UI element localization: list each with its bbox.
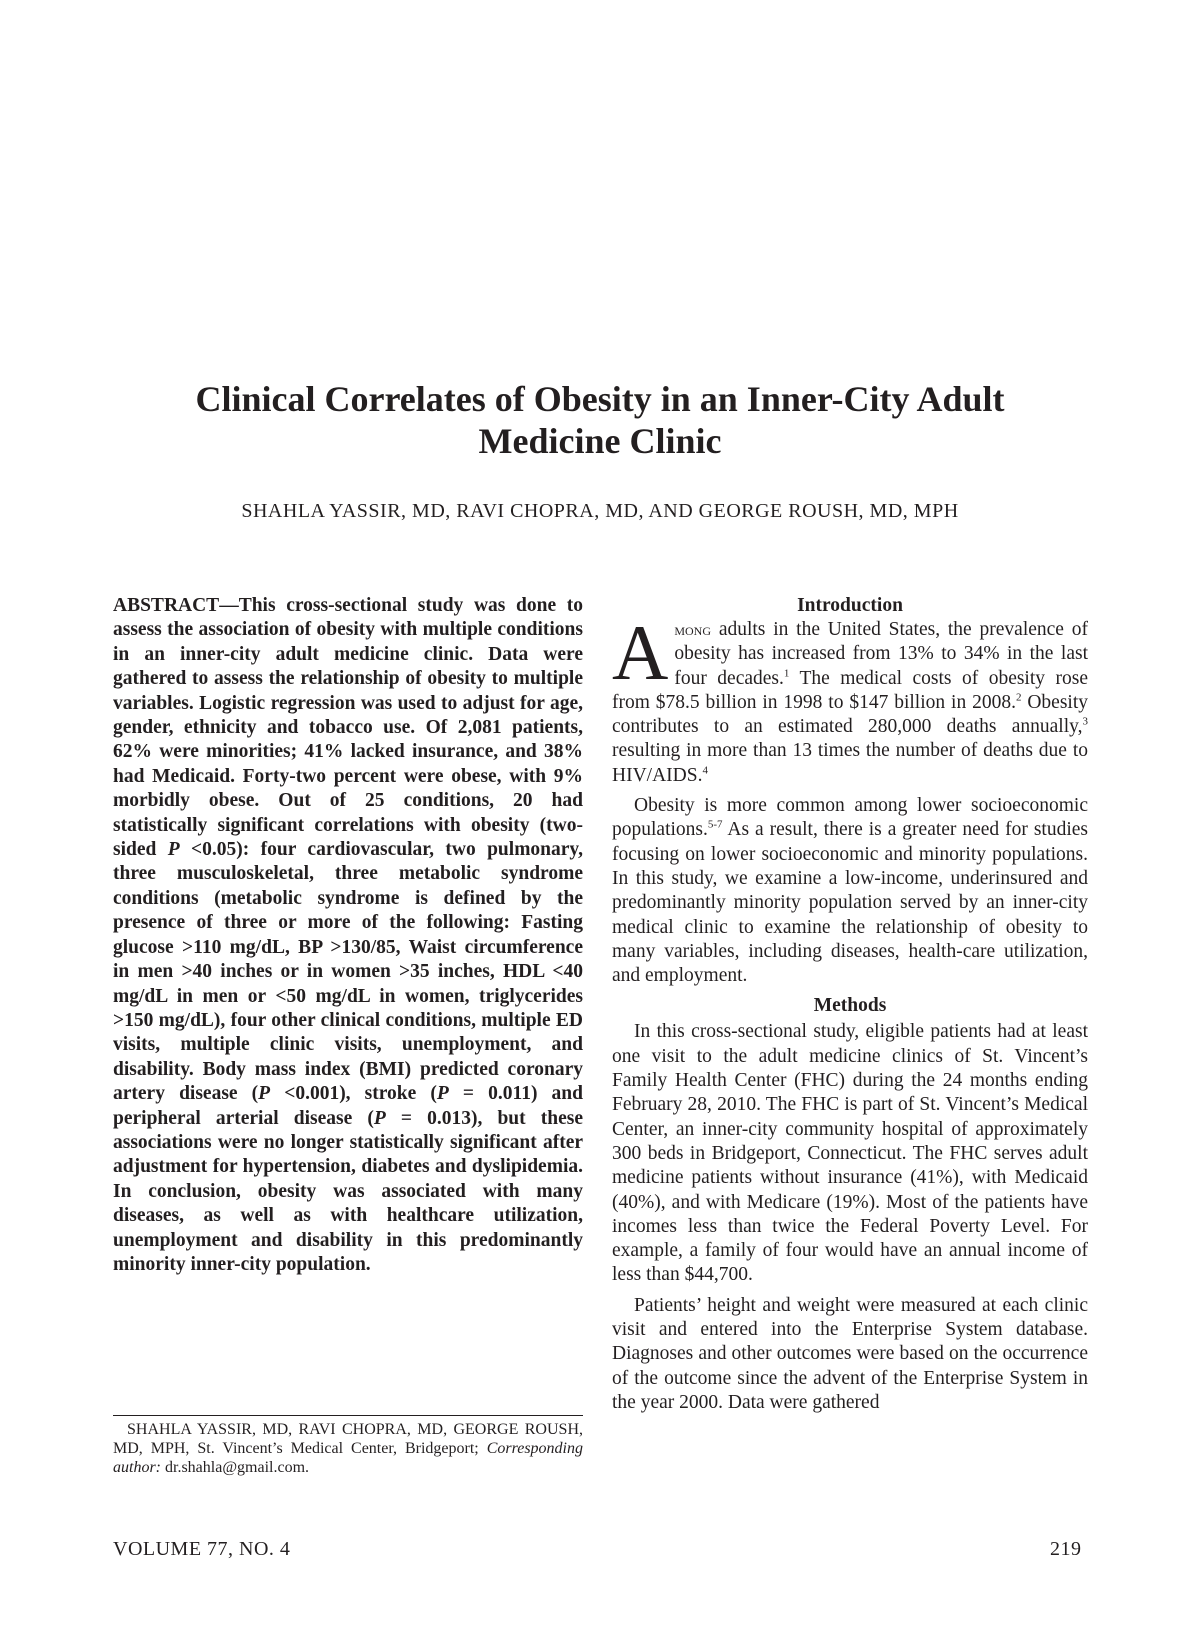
introduction-paragraph-2: Obesity is more common among lower socioeconomic populations.$^{5-7}$ As a result, there is a greater need for studies focusing on lower socioeconomic and minority populations. In this study, we examine a low-income, underinsured and predominantly minority population served by an inner-city medical clinic to examine the relationship of obesity to many variables, including diseases, health-care utilization, and employment. <box>612 795 1088 987</box>
page-title <box>0 378 1200 462</box>
methods-heading: Methods <box>813 995 887 1017</box>
title-line-1: Clinical Correlates of Obesity in an Inner-City Adult <box>195 379 1005 419</box>
corresponding-author-label: Corresponding author: <box>113 1440 583 1476</box>
body-column <box>612 594 1088 1415</box>
title-line-2: Medicine Clinic <box>478 421 722 461</box>
drop-cap: A <box>612 609 669 696</box>
abstract: ABSTRACT—This cross-sectional study was done to assess the association of obesity with multiple conditions in an inner-city adult medicine clinic. Data were gathered to assess the relationship of obesity to multiple variables. Logistic regression was used to adjust for age, gender, ethnicity and tobacco use. Of 2,081 patients, 62% were minorities; 41% lacked insurance, and 38% had Medicaid. Forty-two percent were obese, with 9% morbidly obese. Out of 25 conditions, 20 had statistically significant correlations with obesity (two-sided P <0.05): four cardiovascular, two pulmonary, three musculoskeletal, three metabolic syndrome conditions (metabolic syndrome is defined by the presence of three or more of the following: Fasting glucose >110 mg/dL, BP >130/85, Waist circumference in men >40 inches or in women >35 inches, HDL <40 mg/dL in men or <50 mg/dL in women, triglycerides >150 mg/dL), four other clinical conditions, multiple ED visits, multiple clinic visits, unemployment, and disability. Body mass index (BMI) predicted coronary artery disease (P <0.001), stroke (P = 0.011) and peripheral arterial disease (P = 0.013), but these associations were no longer statistically significant after adjustment for hypertension, diabetes and dyslipidemia. In conclusion, obesity was associated with many diseases, as well as with healthcare utilization, unemployment and disability in this predominantly minority inner-city population. <box>113 595 583 1275</box>
author-email: dr.shahla@gmail.com. <box>161 1459 310 1476</box>
volume-label: VOLUME 77, NO. 4 <box>113 1538 291 1560</box>
footnote-divider <box>113 1415 583 1416</box>
page-number: 219 <box>1050 1538 1082 1560</box>
introduction-paragraph-1: Among adults in the United States, the prevalence of obesity has increased from 13% to 34% in the last four decades.$^1$ The medical costs of obesity rose from $78.5 billion in 1998 to $147 billion in 2008.$^2$ Obesity contributes to an estimated 280,000 deaths annually,$^3$ resulting in more than 13 times the number of deaths due to HIV/AIDS.$^4$ <box>612 609 1088 786</box>
methods-paragraph-1: In this cross-sectional study, eligible patients had at least one visit to the adult medicine clinics of St. Vincent’s Family Health Center (FHC) during the 24 months ending February 28, 2010. The FHC is part of St. Vincent’s Medical Center, an inner-city community hospital of approximately 300 beds in Bridgeport, Connecticut. The FHC serves adult medicine patients without insurance (41%), with Medicaid (40%), and with Medicare (19%). Most of the patients have incomes less than twice the Federal Poverty Level. For example, a family of four would have an annual income of less than $44,700. <box>612 1021 1088 1286</box>
author-list: SHAHLA YASSIR, MD, RAVI CHOPRA, MD, AND GEORGE ROUSH, MD, MPH <box>241 500 959 522</box>
introduction-heading: Introduction <box>797 595 903 616</box>
author-affiliation: SHAHLA YASSIR, MD, RAVI CHOPRA, MD, GEORGE ROUSH, MD, MPH, St. Vincent’s Medical Center, Bridgeport; Corresponding author: dr.shahla@gmail.com. <box>113 1421 583 1476</box>
methods-paragraph-2: Patients’ height and weight were measured at each clinic visit and entered into the Enterprise System database. Diagnoses and other outcomes were based on the occurrence of the outcome since the advent of the Enterprise System in the year 2000. Data were gathered <box>612 1294 1088 1413</box>
